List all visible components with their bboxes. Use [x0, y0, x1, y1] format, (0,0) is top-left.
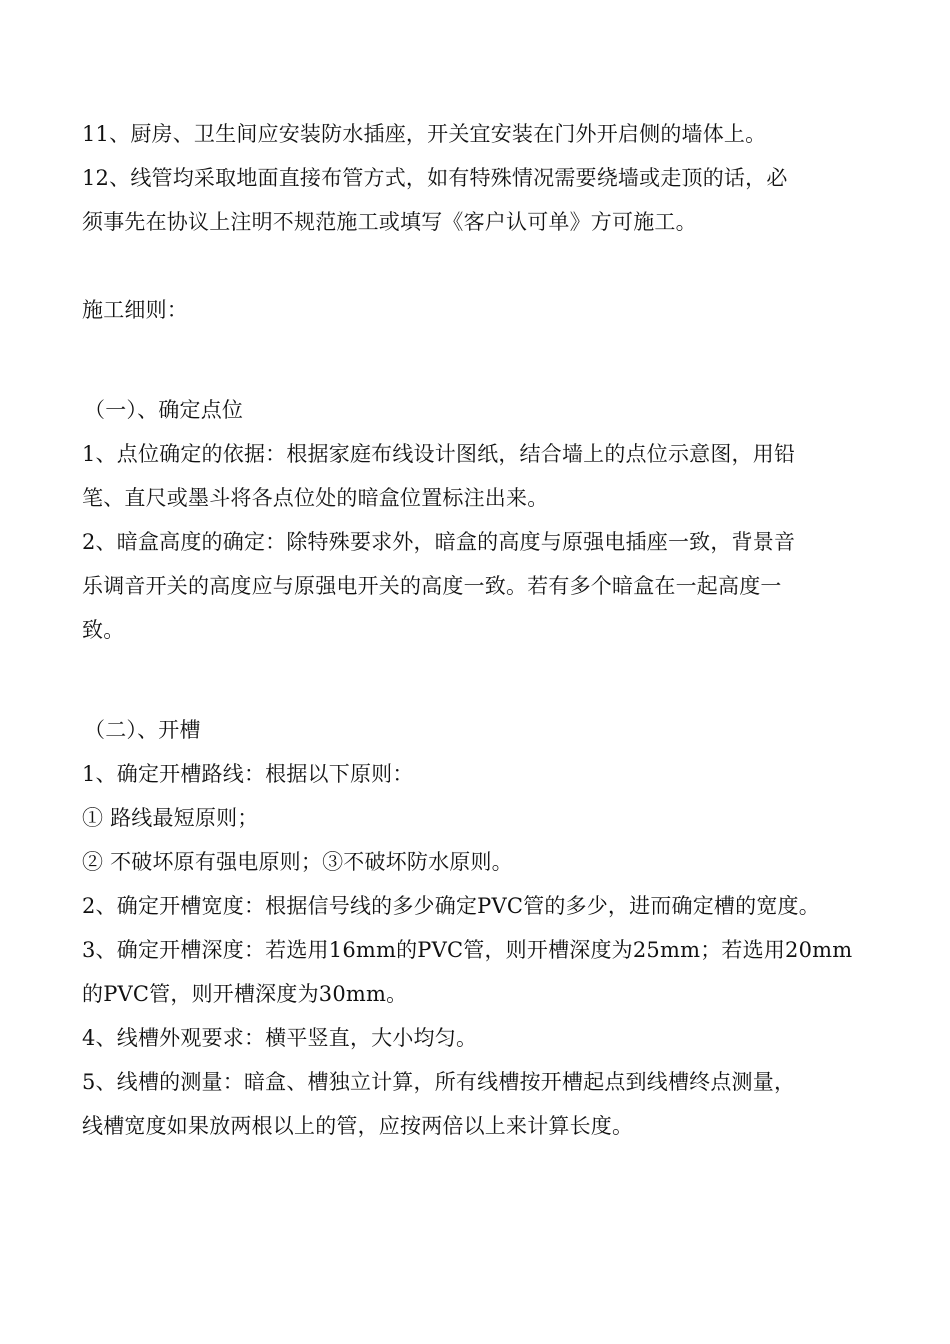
rules-title: 施工细则： [82, 298, 188, 322]
item-12-line-1: 12、线管均采取地面直接布管方式，如有特殊情况需要绕墙或走顶的话，必 [82, 166, 788, 190]
section-1-line: 1、点位确定的依据：根据家庭布线设计图纸，结合墙上的点位示意图，用铅 [82, 442, 796, 466]
section-2-line: ① 路线最短原则； [82, 806, 259, 830]
spacer [82, 652, 882, 708]
item-11-line: 11、厨房、卫生间应安装防水插座，开关宜安装在门外开启侧的墙体上。 [82, 122, 767, 146]
section-2-line: 1、确定开槽路线：根据以下原则： [82, 762, 414, 786]
section-2-line: 的PVC管，则开槽深度为30mm。 [82, 982, 408, 1006]
section-1-line: 笔、直尺或墨斗将各点位处的暗盒位置标注出来。 [82, 486, 549, 510]
spacer [82, 244, 882, 288]
section-2-line: 5、线槽的测量：暗盒、槽独立计算，所有线槽按开槽起点到线槽终点测量， [82, 1070, 796, 1094]
item-12-line-2: 须事先在协议上注明不规范施工或填写《客户认可单》方可施工。 [82, 210, 697, 234]
section-2-line: 3、确定开槽深度：若选用16mm的PVC管，则开槽深度为25mm；若选用20mm [82, 938, 853, 962]
section-2-heading: （二）、开槽 [84, 718, 201, 742]
section-1-line: 2、暗盒高度的确定：除特殊要求外，暗盒的高度与原强电插座一致，背景音 [82, 530, 796, 554]
section-1-line: 致。 [82, 618, 125, 642]
section-2-line: ② 不破坏原有强电原则；③不破坏防水原则。 [82, 850, 513, 874]
spacer [82, 332, 882, 388]
section-2-line: 4、线槽外观要求：横平竖直，大小均匀。 [82, 1026, 478, 1050]
section-1-heading: （一）、确定点位 [84, 398, 244, 422]
section-1-line: 乐调音开关的高度应与原强电开关的高度一致。若有多个暗盒在一起高度一 [82, 574, 782, 598]
section-2-line: 2、确定开槽宽度：根据信号线的多少确定PVC管的多少，进而确定槽的宽度。 [82, 894, 820, 918]
section-2-line: 线槽宽度如果放两根以上的管，应按两倍以上来计算长度。 [82, 1114, 634, 1138]
document-page [82, 112, 882, 1148]
